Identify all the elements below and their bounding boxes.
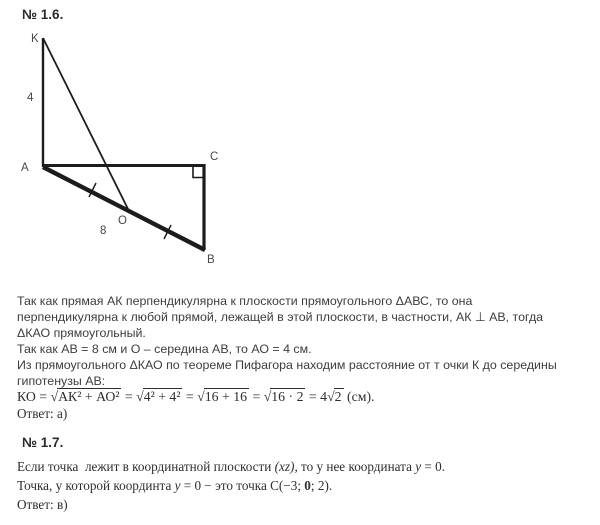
right-angle-marker — [193, 167, 204, 178]
label-B: B — [207, 254, 215, 266]
radical-5: √2 — [327, 389, 342, 404]
coefficient: 4 — [320, 389, 328, 404]
pythagoras-formula — [17, 389, 375, 405]
radical-sign: √ — [197, 389, 205, 404]
solution-text-line: Из прямоугольного ΔКАО по теореме Пифагора находим расстояние от т очки К до середины — [17, 358, 557, 372]
equals-sign: = — [121, 389, 137, 404]
label-O: O — [118, 215, 127, 227]
text-segment: = 0 − это точка C(−3; — [180, 478, 305, 493]
math-y: y — [415, 459, 422, 474]
label-length-8: 8 — [100, 225, 107, 237]
radical-4: √16 · 2 — [263, 389, 304, 404]
equals-sign: = — [182, 389, 198, 404]
solution-line-1-7-b — [17, 478, 332, 494]
text-segment: , то у нее координата — [294, 459, 416, 474]
math-y: y — [174, 478, 181, 493]
radical-sign: √ — [50, 389, 59, 404]
text-segment: Если точка лежит в координатной плоскости — [17, 459, 275, 474]
radical-sign: √ — [263, 389, 272, 404]
solution-text-line: перпендикулярна к любой прямой, лежащей в этой плоскости, в частности, АК ⊥ АВ, тогда — [17, 310, 544, 324]
text-segment: ; 2). — [310, 478, 333, 493]
solution-text-line: Так как прямая АК перпендикулярна к плоскости прямоугольного ΔАВС, то она — [17, 294, 473, 308]
label-length-4: 4 — [27, 92, 34, 104]
label-A: A — [21, 162, 29, 174]
formula-unit: (см). — [343, 389, 375, 404]
segment-KO — [43, 38, 129, 211]
equals-sign: = — [249, 389, 264, 404]
solution-text-line: Так как АВ = 8 см и О – середина АВ, то АО = 4 см. — [17, 342, 312, 356]
problem-1-6-number: № 1.6. — [22, 7, 64, 22]
answer-1-7: Ответ: в) — [17, 497, 68, 512]
label-K: K — [31, 33, 39, 45]
label-C: C — [210, 151, 219, 163]
bold-zero-coordinate: 0 — [304, 478, 311, 493]
solution-line-1-7-a — [17, 459, 445, 475]
solution-paragraph-1-6 — [17, 293, 592, 389]
solution-text-line: гипотенузы АВ: — [17, 374, 106, 388]
equals-sign: = — [305, 389, 321, 404]
text-segment: Точка, у которой координта — [17, 478, 175, 493]
text-segment: = 0. — [421, 459, 445, 474]
radical-sign: √ — [327, 389, 335, 404]
formula-lhs: КО = — [17, 389, 51, 404]
answer-1-6: Ответ: а) — [17, 406, 68, 421]
problem-1-7-number: № 1.7. — [22, 435, 64, 450]
radical-2: √4² + 4² — [136, 389, 181, 404]
radical-3: √16 + 16 — [197, 389, 248, 404]
radical-sign: √ — [136, 389, 144, 404]
radical-1: √АК² + АО² — [50, 389, 120, 404]
math-xz: (xz) — [274, 459, 295, 474]
segment-AB — [43, 167, 205, 250]
solution-text-line: ΔКАО прямоугольный. — [17, 326, 146, 340]
geometry-figure — [0, 0, 240, 275]
